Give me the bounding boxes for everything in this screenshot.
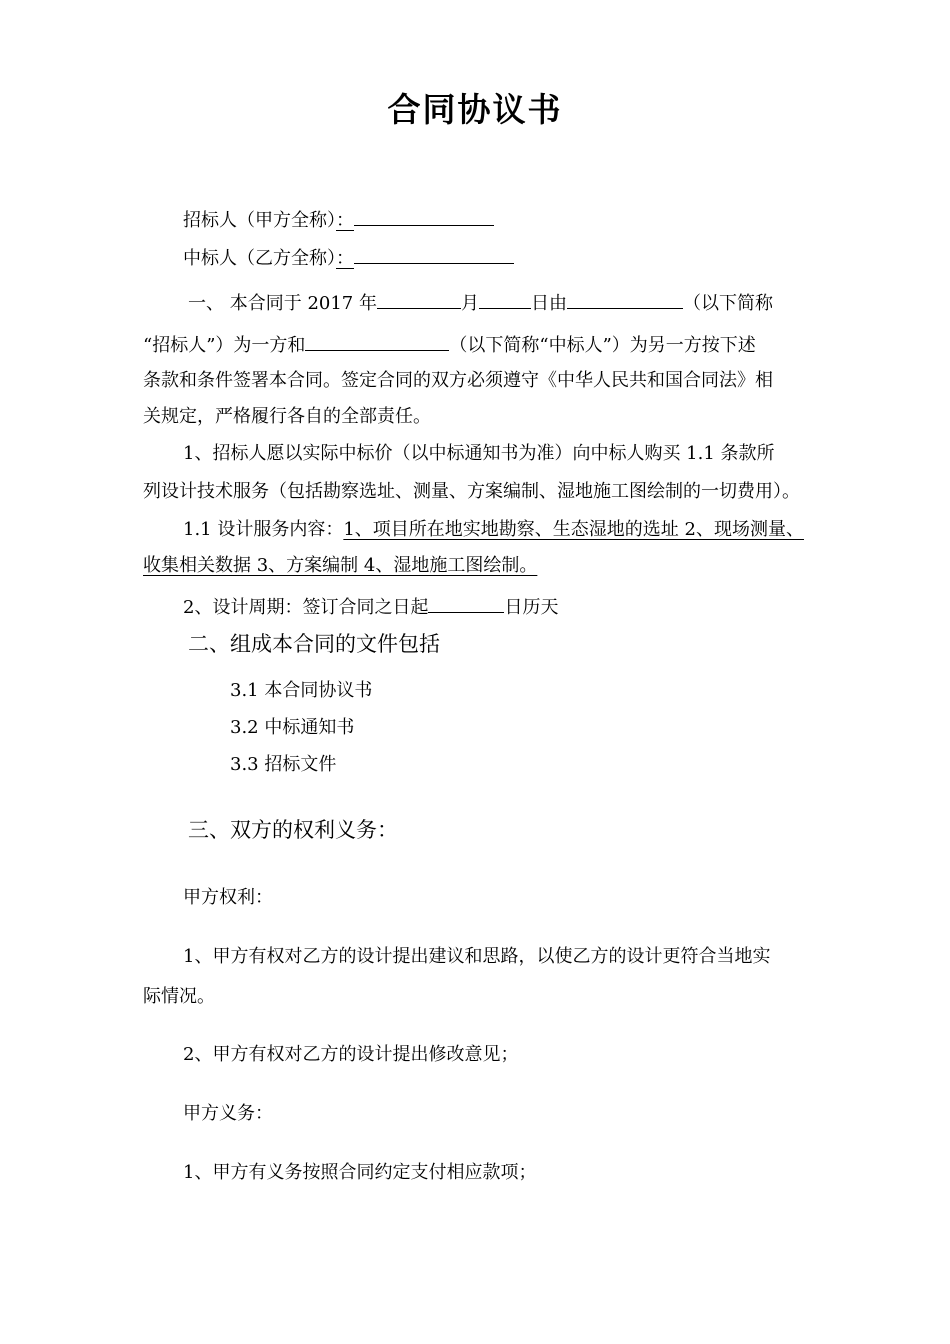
clause11-content-2: 收集相关数据 3、方案编制 4、湿地施工图绘制。 bbox=[143, 555, 538, 576]
right2-line: 2、甲方有权对乙方的设计提出修改意见； bbox=[183, 1044, 519, 1065]
section2-item-2: 3.2 中标通知书 bbox=[230, 717, 355, 738]
clause11-line1 bbox=[183, 518, 804, 542]
winner-label: 中标人（乙方全称） bbox=[183, 248, 336, 269]
day-blank[interactable] bbox=[479, 288, 531, 309]
winner-name-blank[interactable] bbox=[354, 243, 514, 264]
winner-abbr-blank[interactable] bbox=[305, 330, 449, 351]
party-a-rights-label: 甲方权利： bbox=[183, 887, 273, 908]
line2-text-b: （以下简称“中标人”）为另一方按下述 bbox=[449, 335, 756, 356]
right1-line1: 1、甲方有权对乙方的设计提出建议和思路，以使乙方的设计更符合当地实 bbox=[183, 946, 771, 967]
tenderer-line bbox=[183, 205, 494, 233]
tenderer-colon: ： bbox=[336, 210, 354, 231]
clause2-text-b: 日历天 bbox=[504, 597, 559, 618]
intro-text: 一、 本合同于 2017 年 bbox=[188, 293, 377, 314]
month-text: 月 bbox=[460, 293, 479, 314]
tenderer-name-blank[interactable] bbox=[354, 205, 494, 226]
section1-line4: 关规定，严格履行各自的全部责任。 bbox=[143, 406, 431, 427]
duty1-line: 1、甲方有义务按照合同约定支付相应款项； bbox=[183, 1162, 537, 1183]
clause11-line2 bbox=[143, 554, 537, 578]
clause11-content-1: 1、项目所在地实地勘察、生态湿地的选址 2、现场测量、 bbox=[343, 519, 804, 540]
clause1-line1: 1、招标人愿以实际中标价（以中标通知书为准）向中标人购买 1.1 条款所 bbox=[183, 443, 775, 464]
page-title: 合同协议书 bbox=[387, 90, 563, 129]
clause2-line bbox=[183, 592, 558, 620]
section2-item-3: 3.3 招标文件 bbox=[230, 754, 337, 775]
section2-heading: 二、组成本合同的文件包括 bbox=[188, 632, 440, 656]
section1-intro-line bbox=[188, 288, 773, 316]
abbr-text: （以下简称 bbox=[682, 293, 773, 314]
section1-line2 bbox=[143, 330, 756, 358]
party-a-duties-label: 甲方义务： bbox=[183, 1103, 273, 1124]
clause1-line2: 列设计技术服务（包括勘察选址、测量、方案编制、湿地施工图绘制的一切费用）。 bbox=[143, 481, 800, 502]
section1-line3: 条款和条件签署本合同。签定合同的双方必须遵守《中华人民共和国合同法》相 bbox=[143, 370, 773, 391]
clause11-label: 1.1 设计服务内容： bbox=[183, 519, 344, 540]
right1-line2: 际情况。 bbox=[143, 986, 215, 1007]
day-from-text: 日由 bbox=[530, 293, 567, 314]
section2-item-1: 3.1 本合同协议书 bbox=[230, 680, 373, 701]
winner-line bbox=[183, 243, 514, 271]
period-days-blank[interactable] bbox=[428, 592, 504, 613]
clause2-text-a: 2、设计周期：签订合同之日起 bbox=[183, 597, 429, 618]
month-blank[interactable] bbox=[377, 288, 461, 309]
tenderer-label: 招标人（甲方全称） bbox=[183, 210, 336, 231]
section3-heading: 三、双方的权利义务： bbox=[188, 818, 398, 842]
line2-text-a: “招标人”）为一方和 bbox=[143, 335, 306, 356]
winner-colon: ： bbox=[336, 248, 354, 269]
tenderer-abbr-blank[interactable] bbox=[567, 288, 683, 309]
